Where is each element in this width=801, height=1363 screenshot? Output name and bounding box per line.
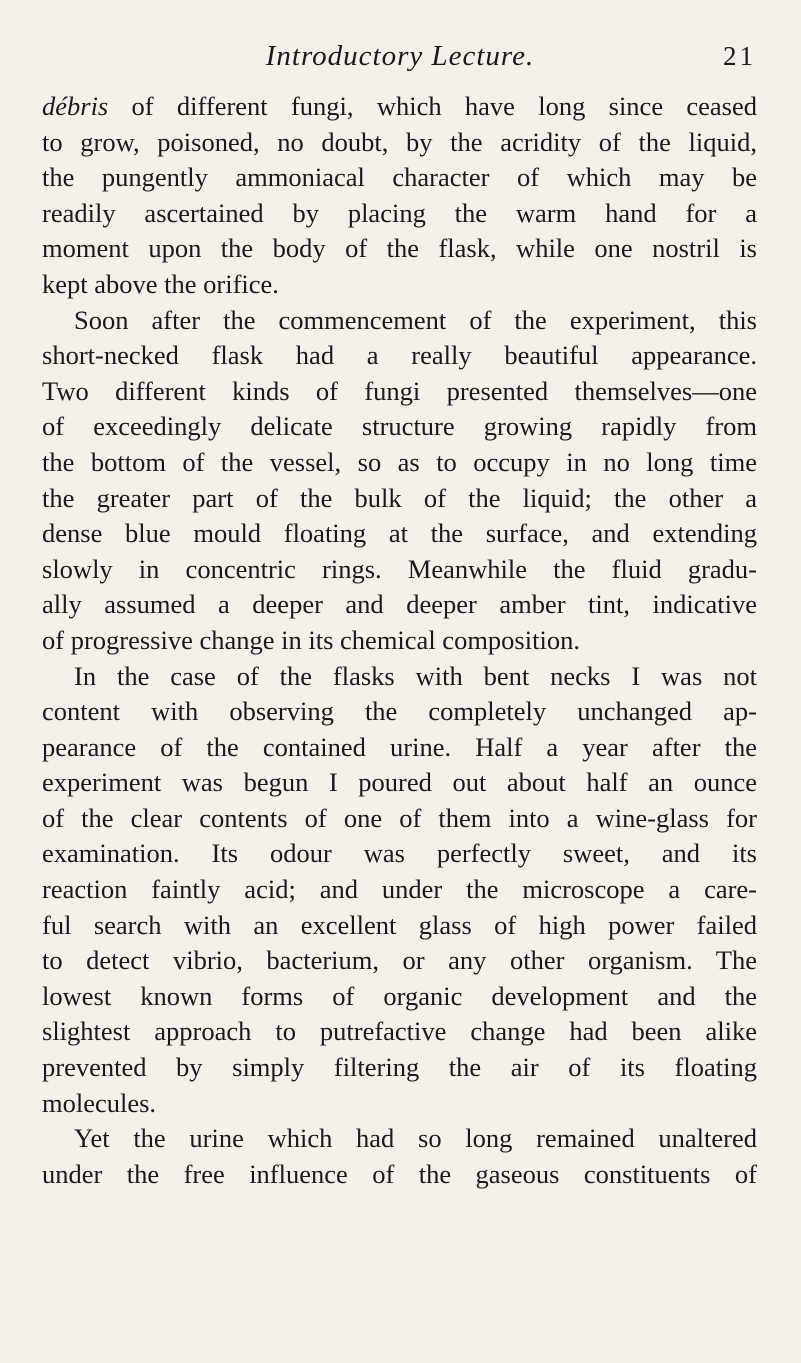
text-line: under the free influence of the gaseous constituents of <box>42 1158 757 1189</box>
text-line: the bottom of the vessel, so as to occupy in no long time <box>42 446 757 477</box>
text-line: moment upon the body of the flask, while one nostril is <box>42 233 757 264</box>
text-line: readily ascertained by placing the warm hand for a <box>42 197 757 228</box>
text-line: of exceedingly delicate structure growing rapidly from <box>42 411 757 442</box>
body-text <box>42 89 757 1192</box>
text-line: dense blue mould floating at the surface, and extending <box>42 518 757 549</box>
text-line: Two different kinds of fungi presented themselves—one <box>42 375 757 406</box>
text-line: In the case of the flasks with bent necks I was not <box>74 660 757 691</box>
text-line: prevented by simply filtering the air of its floating <box>42 1052 757 1083</box>
text-line: ally assumed a deeper and deeper amber tint, indicative <box>42 589 757 620</box>
text-line: the greater part of the bulk of the liquid; the other a <box>42 482 757 513</box>
text-line: molecules. <box>42 1087 157 1118</box>
text-line: content with observing the completely unchanged ap- <box>42 696 757 727</box>
text-line: pearance of the contained urine. Half a year after the <box>42 731 757 762</box>
text-line: lowest known forms of organic development and the <box>42 980 757 1011</box>
text-line: of the clear contents of one of them into a wine-glass for <box>42 802 757 833</box>
text-line: Yet the urine which had so long remained unaltered <box>74 1123 757 1154</box>
text-line <box>42 89 757 125</box>
text-line: short-necked flask had a really beautiful appearance. <box>42 340 757 371</box>
text-line: slowly in concentric rings. Meanwhile the fluid gradu- <box>42 553 757 584</box>
text-line: slightest approach to putrefactive change had been alike <box>42 1016 757 1047</box>
text-line: Soon after the commencement of the experiment, this <box>74 304 757 335</box>
text-line: reaction faintly acid; and under the microscope a care- <box>42 874 757 905</box>
text-line: to detect vibrio, bacterium, or any other organism. The <box>42 945 757 976</box>
text-line: experiment was begun I poured out about half an ounce <box>42 767 757 798</box>
line-text: of different fungi, which have long since ceased <box>108 91 757 121</box>
text-line: ful search with an excellent glass of high power failed <box>42 909 757 940</box>
text-line: to grow, poisoned, no doubt, by the acridity of the liquid, <box>42 126 757 157</box>
running-title: Introductory Lecture. <box>265 40 535 72</box>
text-line: examination. Its odour was perfectly sweet, and its <box>42 838 757 869</box>
text-line: the pungently ammoniacal character of which may be <box>42 162 757 193</box>
italic-word: débris <box>42 91 109 121</box>
page-number: 21 <box>723 41 756 71</box>
running-head <box>44 38 756 78</box>
text-line: kept above the orifice. <box>42 268 279 299</box>
text-line: of progressive change in its chemical composition. <box>42 624 580 655</box>
